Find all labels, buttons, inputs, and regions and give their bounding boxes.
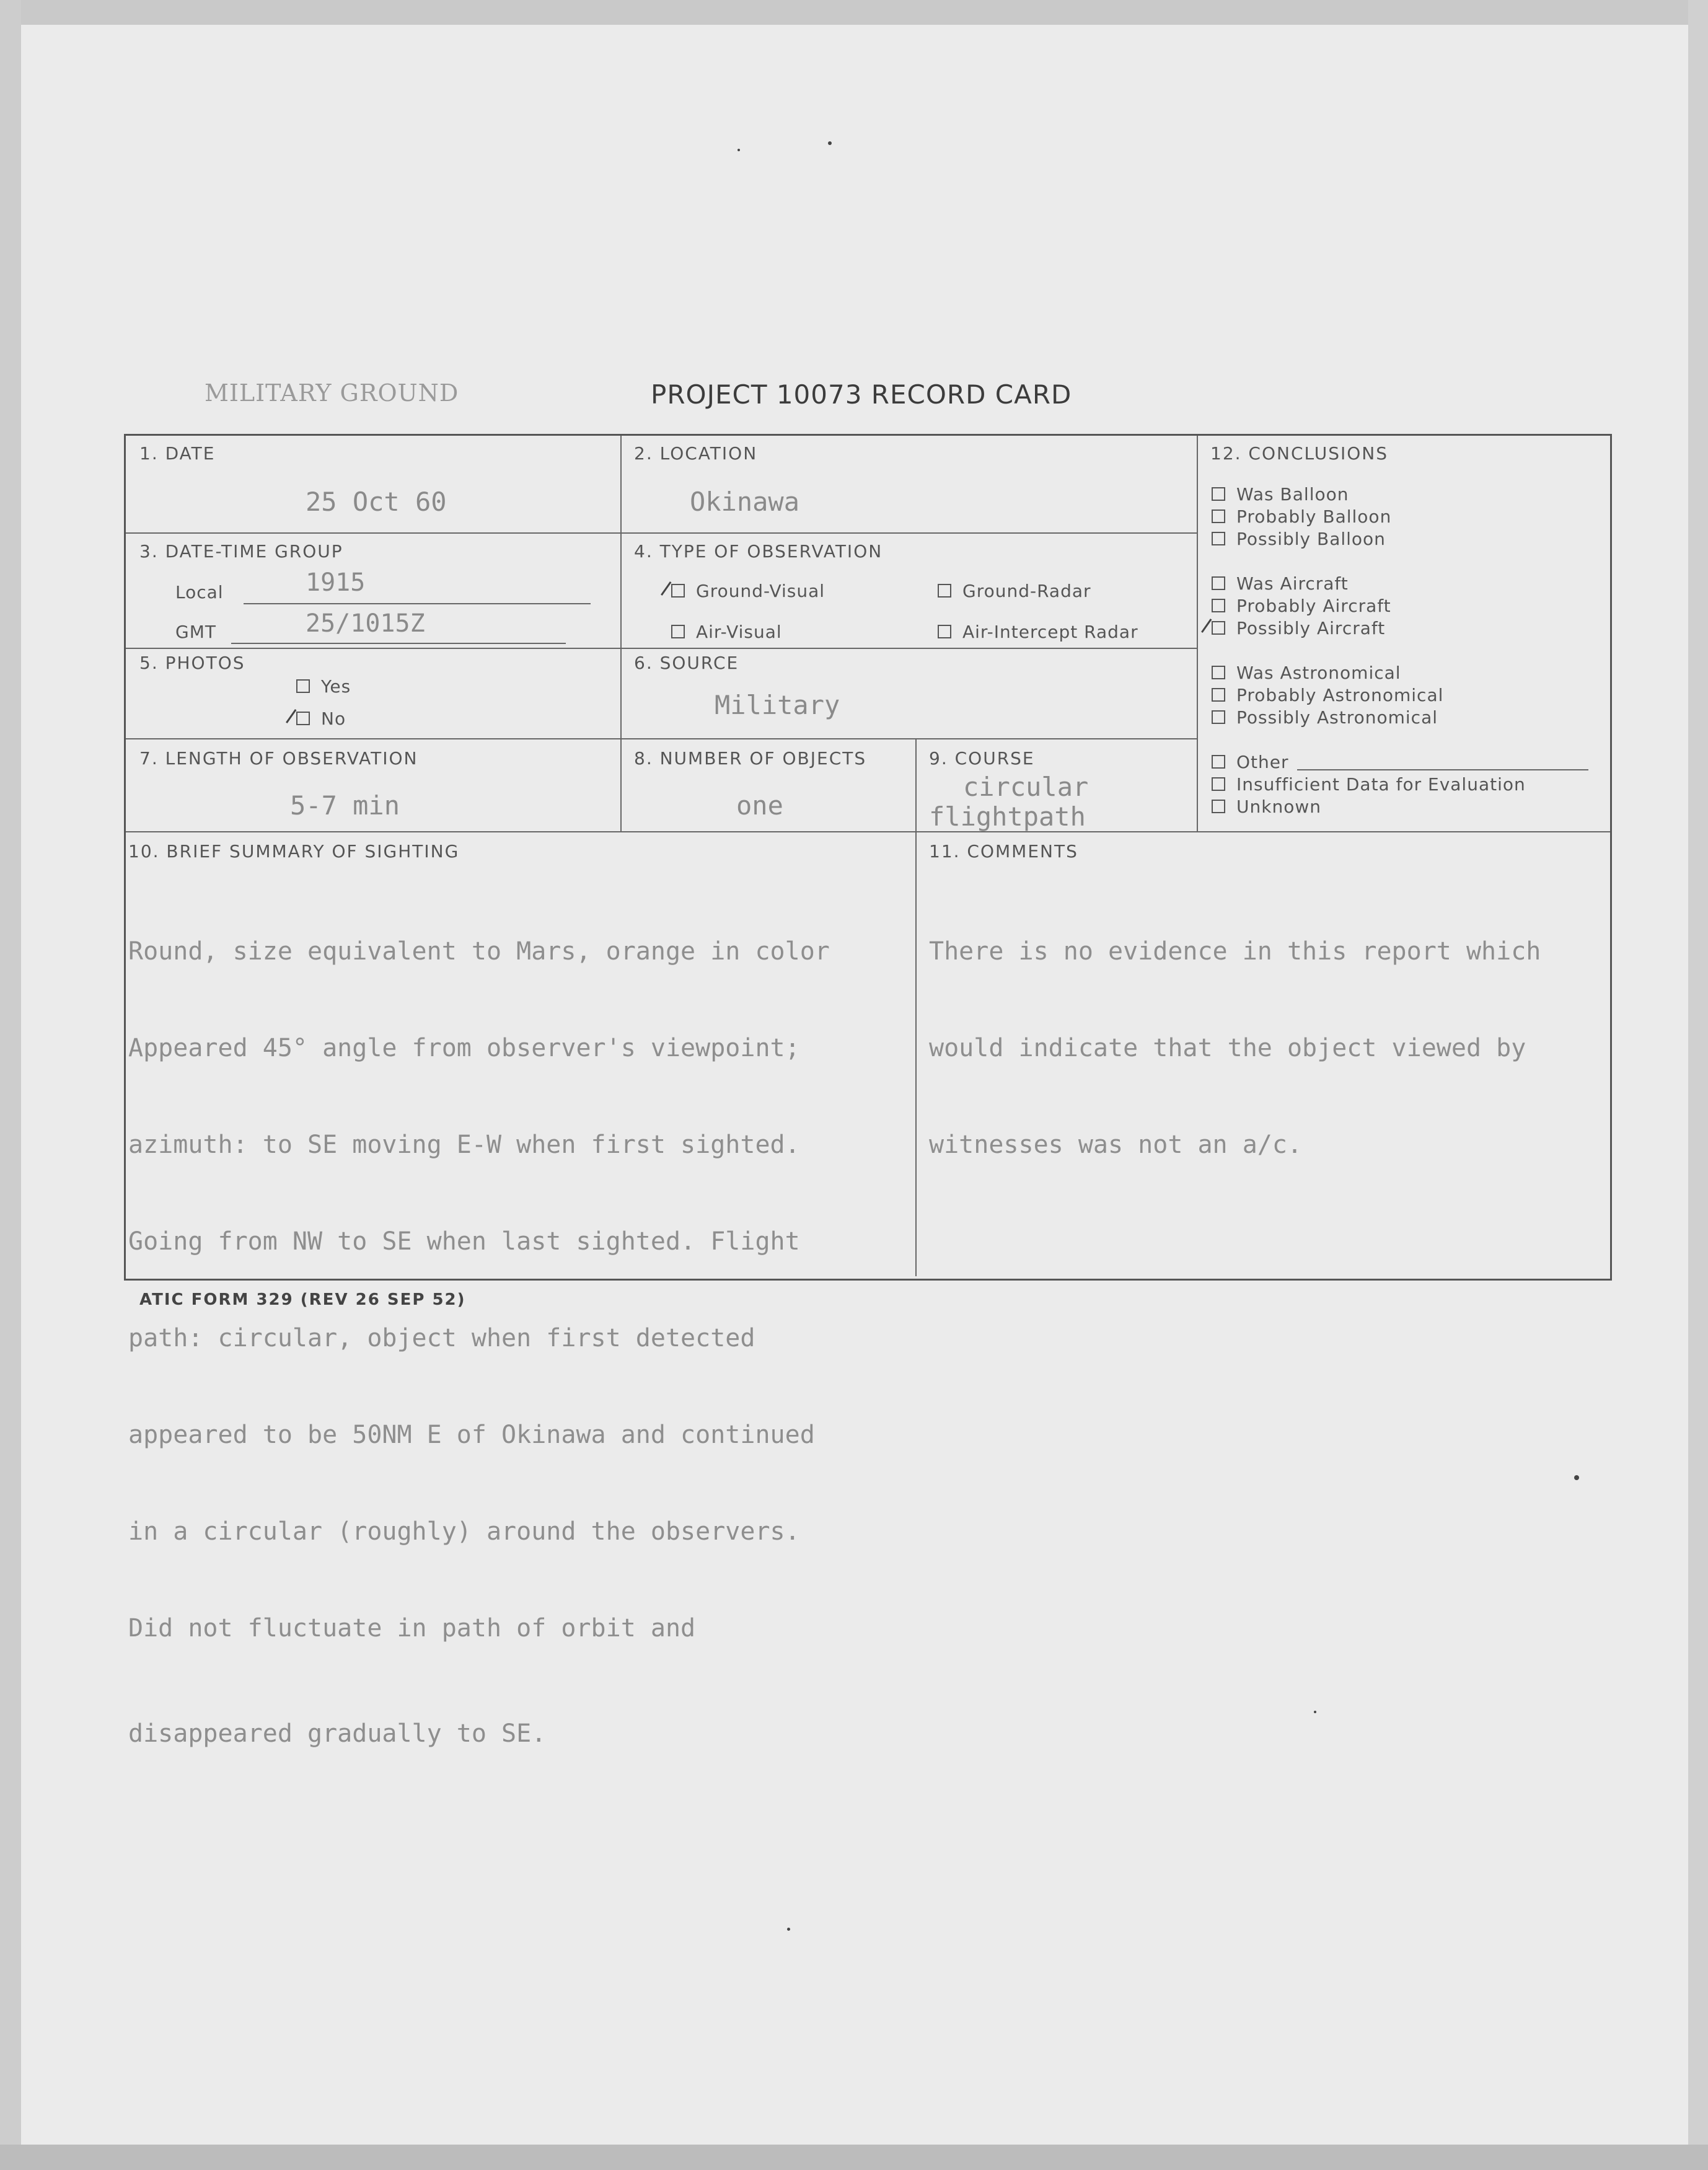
dust-speck [828, 141, 832, 145]
location-label: 2. LOCATION [634, 443, 758, 464]
checkbox-icon [1212, 576, 1225, 590]
summary-text [128, 871, 830, 1814]
summary-label: 10. BRIEF SUMMARY OF SIGHTING [128, 841, 460, 862]
gmt-underline [231, 643, 566, 644]
other-underline [1297, 769, 1588, 770]
checkbox-icon [1212, 532, 1225, 545]
local-value: 1915 [306, 568, 366, 597]
checkbox-icon [1212, 777, 1225, 791]
conclusions-label: 12. CONCLUSIONS [1210, 443, 1389, 464]
number-of-objects-label: 8. NUMBER OF OBJECTS [634, 748, 867, 769]
course-value-line1: circular [963, 772, 1089, 802]
source-cell [622, 649, 1198, 739]
dust-speck [737, 149, 740, 151]
course-value-line2: flightpath [929, 801, 1086, 832]
type-option [938, 622, 1138, 642]
conclusion-option-label: Insufficient Data for Evaluation [1236, 774, 1526, 795]
photos-label: 5. PHOTOS [139, 653, 245, 673]
summary-line: azimuth: to SE moving E-W when first sighted. [128, 1131, 800, 1159]
summary-line: Did not fluctuate in path of orbit and [128, 1614, 696, 1643]
conclusion-option [1212, 484, 1349, 505]
conclusion-option-label: Probably Astronomical [1236, 685, 1444, 705]
local-label: Local [175, 582, 224, 602]
source-label: 6. SOURCE [634, 653, 739, 673]
photos-option-label: No [321, 708, 346, 729]
conclusion-option-label: Probably Aircraft [1236, 596, 1391, 616]
conclusion-option [1212, 796, 1321, 817]
date-value: 25 Oct 60 [306, 487, 447, 517]
date-time-group-cell [126, 534, 622, 649]
photos-cell [126, 649, 622, 739]
checkbox-icon [1212, 621, 1225, 635]
conclusion-option [1212, 529, 1386, 549]
conclusion-option [1212, 685, 1443, 705]
date-label: 1. DATE [139, 443, 216, 464]
summary-line: appeared to be 50NM E of Okinawa and continued [128, 1421, 815, 1449]
type-option [938, 581, 1091, 601]
comments-line: would indicate that the object viewed by [929, 1034, 1526, 1062]
photos-option [296, 708, 346, 729]
conclusion-option-label: Was Astronomical [1236, 663, 1401, 683]
conclusion-option-label: Was Balloon [1236, 484, 1349, 505]
summary-line: Round, size equivalent to Mars, orange in color [128, 937, 830, 966]
checkbox-icon [1212, 688, 1225, 702]
length-value: 5-7 min [290, 790, 400, 821]
conclusion-option [1212, 707, 1438, 728]
source-value: Military [715, 690, 840, 720]
length-cell [126, 739, 622, 832]
comments-label: 11. COMMENTS [929, 841, 1078, 862]
conclusions-cell [1198, 436, 1610, 832]
type-of-observation-label: 4. TYPE OF OBSERVATION [634, 541, 883, 562]
number-of-objects-value: one [736, 790, 783, 821]
checkbox-icon [296, 679, 310, 693]
date-time-group-label: 3. DATE-TIME GROUP [139, 541, 343, 562]
conclusion-option [1212, 618, 1385, 638]
checkbox-icon [938, 625, 951, 638]
location-cell [622, 436, 1198, 534]
type-of-observation-cell [622, 534, 1198, 649]
checkbox-icon [1212, 599, 1225, 612]
checkbox-icon [1212, 800, 1225, 813]
gmt-label: GMT [175, 622, 216, 642]
conclusion-option [1212, 774, 1526, 795]
dust-speck [1314, 1711, 1316, 1713]
dust-speck [1574, 1475, 1579, 1480]
length-label: 7. LENGTH OF OBSERVATION [139, 748, 418, 769]
conclusion-option [1212, 596, 1391, 616]
summary-line: disappeared gradually to SE. [128, 1719, 547, 1748]
header-stamp: MILITARY GROUND [205, 379, 459, 407]
checkbox-icon [671, 625, 685, 638]
number-of-objects-cell [622, 739, 917, 832]
checkbox-icon [1212, 509, 1225, 523]
type-option-label: Ground-Visual [696, 581, 825, 601]
conclusion-option [1212, 663, 1401, 683]
location-value: Okinawa [690, 487, 800, 517]
conclusion-option-label: Possibly Astronomical [1236, 707, 1438, 728]
conclusion-option-label: Possibly Aircraft [1236, 618, 1386, 638]
conclusion-option [1212, 506, 1391, 527]
checkbox-icon [938, 584, 951, 598]
checkbox-icon [1212, 710, 1225, 724]
summary-line: path: circular, object when first detected [128, 1324, 755, 1352]
summary-line: Going from NW to SE when last sighted. Flight [128, 1227, 800, 1256]
date-cell [126, 436, 622, 534]
conclusion-option-label: Unknown [1236, 796, 1321, 817]
photos-option-label: Yes [321, 676, 351, 697]
gmt-value: 25/1015Z [306, 609, 425, 638]
checkbox-icon [1212, 755, 1225, 769]
course-cell [917, 739, 1198, 832]
type-option [671, 622, 782, 642]
form-id: ATIC FORM 329 (REV 26 SEP 52) [139, 1290, 466, 1309]
checkbox-icon [1212, 487, 1225, 501]
photos-option [296, 676, 351, 697]
scan-edge-bottom [0, 2145, 1708, 2170]
checkbox-icon [296, 712, 310, 725]
type-option-label: Air-Visual [696, 622, 782, 642]
card-title: PROJECT 10073 RECORD CARD [651, 379, 1072, 410]
type-option-label: Ground-Radar [962, 581, 1091, 601]
conclusion-option [1212, 573, 1349, 594]
type-option [671, 581, 825, 601]
comments-line: There is no evidence in this report which [929, 937, 1541, 966]
summary-line: Appeared 45° angle from observer's viewpoint; [128, 1034, 800, 1062]
conclusion-option-label: Was Aircraft [1236, 573, 1349, 594]
conclusion-option-label: Other [1236, 752, 1289, 772]
summary-line: in a circular (roughly) around the observers. [128, 1517, 800, 1546]
conclusion-option-label: Probably Balloon [1236, 506, 1392, 527]
checkbox-icon [1212, 666, 1225, 679]
scan-edge-top [0, 0, 1708, 25]
conclusion-option [1212, 752, 1289, 772]
scan-edge-right [1688, 0, 1708, 2170]
comments-text [929, 871, 1541, 1225]
type-option-label: Air-Intercept Radar [962, 622, 1138, 642]
checkbox-icon [671, 584, 685, 598]
course-label: 9. COURSE [929, 748, 1035, 769]
conclusion-option-label: Possibly Balloon [1236, 529, 1386, 549]
scan-edge-left [0, 0, 21, 2170]
comments-cell [917, 832, 1610, 1276]
comments-line: witnesses was not an a/c. [929, 1131, 1303, 1159]
local-underline [244, 603, 591, 604]
dust-speck [787, 1928, 790, 1931]
